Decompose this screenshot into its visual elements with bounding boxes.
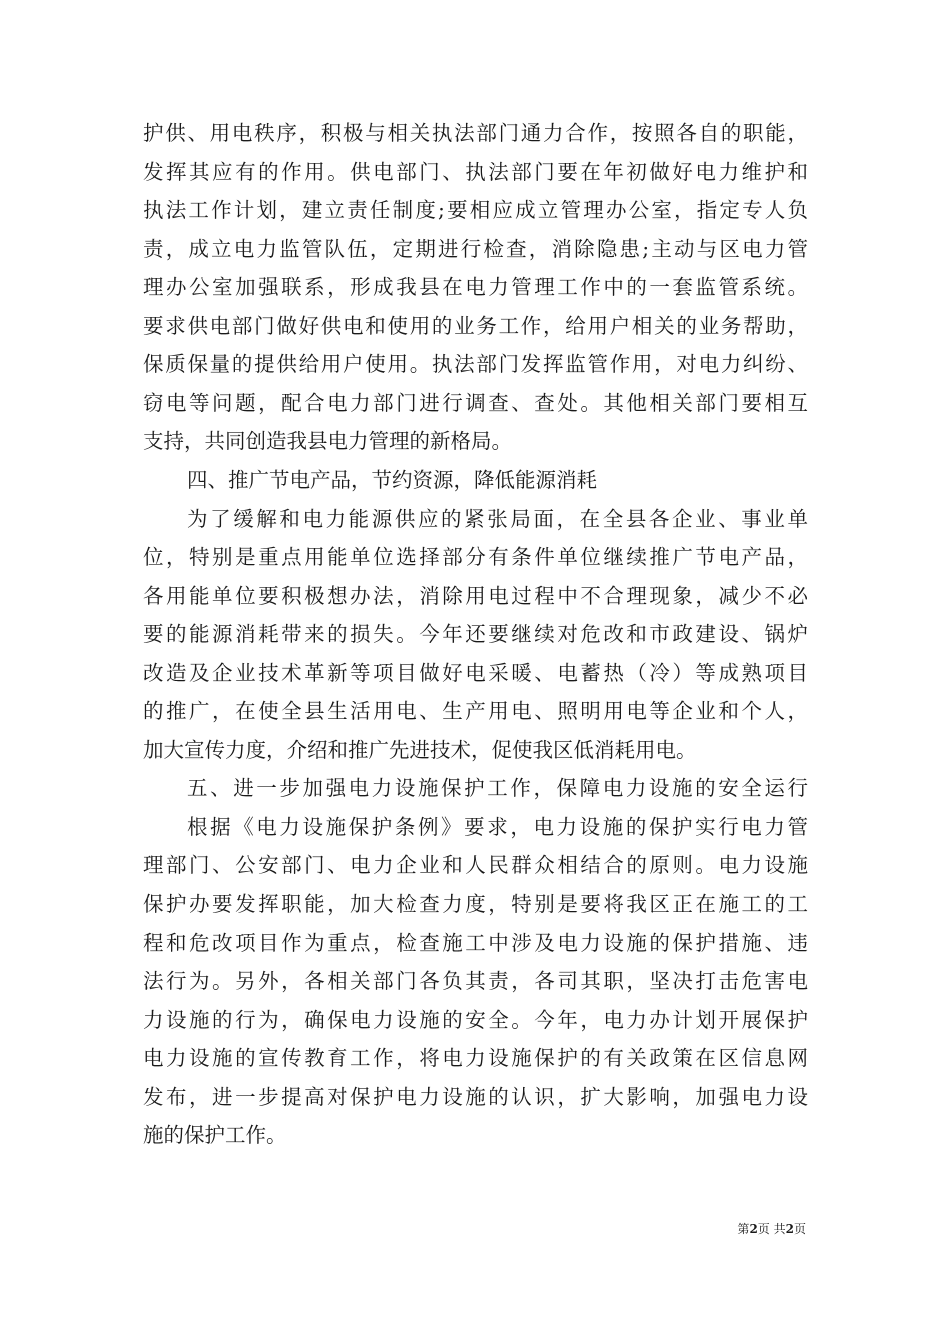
text-line: 执法工作计划，建立责任制度;要相应成立管理办公室，指定专人负 xyxy=(143,198,808,222)
text-line: 各用能单位要积极想办法，消除用电过程中不合理现象，减少不必 xyxy=(143,584,808,608)
page-footer xyxy=(737,1221,806,1237)
text-line: 保护办要发挥职能，加大检查力度，特别是要将我区正在施工的工 xyxy=(143,892,808,916)
text-line: 发布，进一步提高对保护电力设施的认识，扩大影响，加强电力设 xyxy=(143,1085,808,1109)
text-line: 理部门、公安部门、电力企业和人民群众相结合的原则。电力设施 xyxy=(143,853,808,877)
text-line: 护供、用电秩序，积极与相关执法部门通力合作，按照各自的职能， xyxy=(143,121,808,145)
footer-page-number: 2 xyxy=(749,1222,758,1236)
text-line: 程和危改项目作为重点，检查施工中涉及电力设施的保护措施、违 xyxy=(143,931,808,955)
text-line: 法行为。另外，各相关部门各负其责，各司其职，坚决打击危害电 xyxy=(143,969,808,993)
text-line: 窃电等问题，配合电力部门进行调查、查处。其他相关部门要相互 xyxy=(143,391,808,415)
text-line: 加大宣传力度，介绍和推广先进技术，促使我区低消耗用电。 xyxy=(143,738,697,762)
text-line: 根据《电力设施保护条例》要求，电力设施的保护实行电力管 xyxy=(187,815,808,839)
footer-suffix: 页 xyxy=(793,1222,806,1236)
text-line: 位，特别是重点用能单位选择部分有条件单位继续推广节电产品， xyxy=(143,545,808,569)
footer-prefix: 第 xyxy=(737,1222,750,1236)
text-line: 为了缓解和电力能源供应的紧张局面，在全县各企业、事业单 xyxy=(187,507,808,531)
text-line: 支持，共同创造我县电力管理的新格局。 xyxy=(143,429,512,453)
text-line: 施的保护工作。 xyxy=(143,1123,287,1147)
text-line: 的推广，在使全县生活用电、生产用电、照明用电等企业和个人， xyxy=(143,699,808,723)
text-line: 五、进一步加强电力设施保护工作，保障电力设施的安全运行 xyxy=(187,776,808,800)
text-line: 四、推广节电产品，节约资源，降低能源消耗 xyxy=(187,468,597,492)
text-line: 要求供电部门做好供电和使用的业务工作，给用户相关的业务帮助， xyxy=(143,314,808,338)
text-line: 改造及企业技术革新等项目做好电采暖、电蓄热（冷）等成熟项目 xyxy=(143,661,808,685)
footer-total-pages: 2 xyxy=(785,1222,794,1236)
text-line: 电力设施的宣传教育工作，将电力设施保护的有关政策在区信息网 xyxy=(143,1046,808,1070)
text-line: 责，成立电力监管队伍，定期进行检查，消除隐患;主动与区电力管 xyxy=(143,237,808,261)
text-line: 理办公室加强联系，形成我县在电力管理工作中的一套监管系统。 xyxy=(143,275,808,299)
text-line: 要的能源消耗带来的损失。今年还要继续对危改和市政建设、锅炉 xyxy=(143,622,808,646)
text-line: 力设施的行为，确保电力设施的安全。今年，电力办计划开展保护 xyxy=(143,1008,808,1032)
footer-middle: 页 共 xyxy=(757,1222,786,1236)
text-line: 保质保量的提供给用户使用。执法部门发挥监管作用，对电力纠纷、 xyxy=(143,352,808,376)
text-line: 发挥其应有的作用。供电部门、执法部门要在年初做好电力维护和 xyxy=(143,160,808,184)
